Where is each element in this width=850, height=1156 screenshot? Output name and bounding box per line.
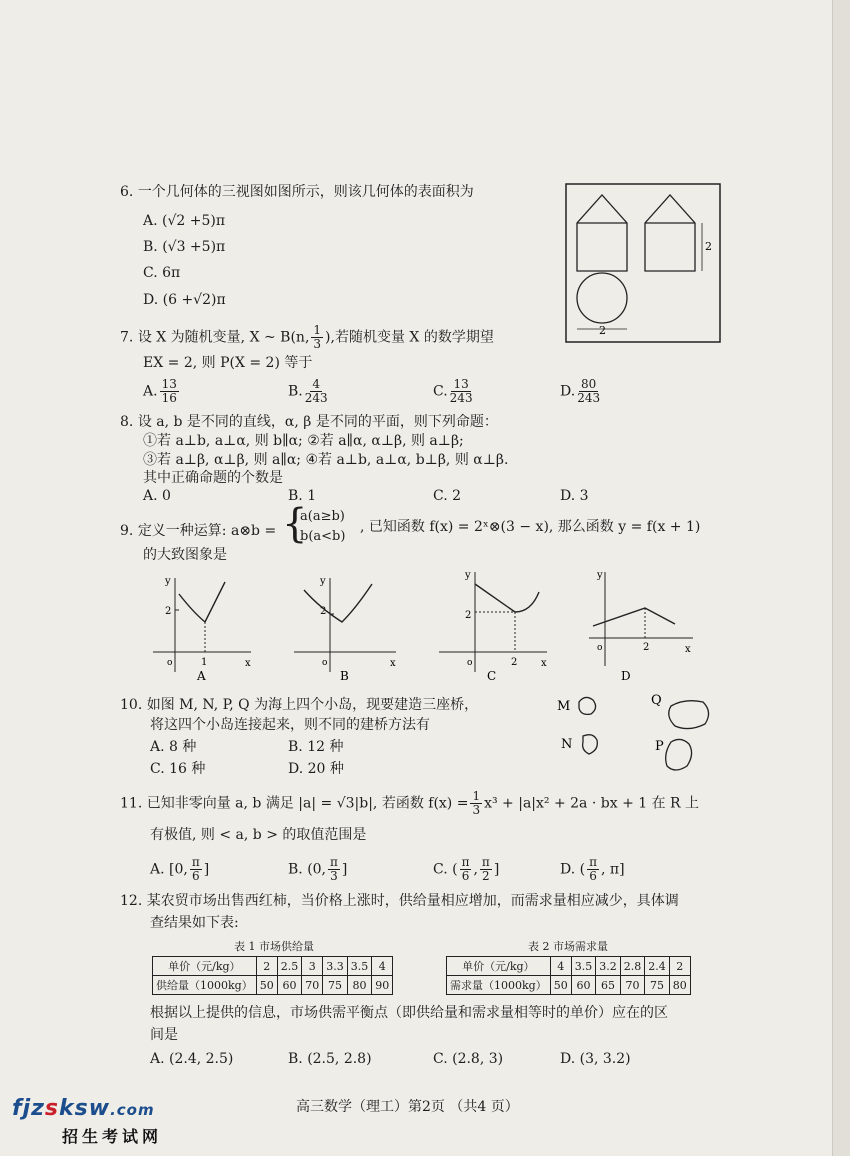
table1-caption: 表 1 市场供给量: [234, 940, 314, 953]
q11-option-c: C. ( $\frac{\pi}{6}$ , $\frac{\pi}{2}$ ]: [433, 855, 500, 883]
q12-option-d: D. (3, 3.2): [560, 1051, 631, 1067]
svg-text:y: y: [465, 570, 471, 581]
table2-caption: 表 2 市场需求量: [528, 940, 608, 953]
table-row: 单价（元/kg） 2 2.5 3 3.3 3.5 4: [153, 957, 393, 976]
svg-text:2: 2: [643, 642, 650, 653]
q8-option-b: B. 1: [288, 488, 317, 504]
q12-option-a: A. (2.4, 2.5): [150, 1051, 234, 1067]
q6-option-b: B. (√3 +5)π: [143, 239, 226, 255]
q7-option-a: A. $\frac{13}{16}$: [143, 377, 177, 405]
q9-graph-b: [290, 572, 405, 682]
q8-stem: 8. 设 a, b 是不同的直线，α, β 是不同的平面，则下列命题：: [120, 414, 498, 430]
q7-stem: 7. 设 X 为随机变量, X ~ B(n, $\frac{1}{3}$ ),若随机变量 X 的数学期望: [120, 323, 494, 351]
q6-three-view-figure: [565, 183, 725, 345]
svg-text:o: o: [167, 658, 173, 668]
q9-graph-label-b: B: [340, 669, 349, 682]
q7-option-d: D. $\frac{80}{243}$: [560, 377, 601, 405]
svg-text:y: y: [597, 570, 603, 581]
svg-text:x: x: [390, 658, 396, 669]
svg-text:2: 2: [165, 606, 172, 617]
q6-option-d: D. (6 +√2)π: [143, 292, 226, 308]
q8-option-a: A. 0: [143, 488, 171, 504]
q11-line2: 有极值, 则 < a, b > 的取值范围是: [150, 827, 367, 843]
svg-text:1: 1: [201, 657, 208, 668]
q10-line2: 将这四个小岛连接起来，则不同的建桥方法有: [150, 717, 430, 733]
q9-graph-d: [585, 566, 700, 682]
q8-line1: ①若 a⊥b, a⊥α, 则 b∥α; ②若 a∥α, α⊥β, 则 a⊥β;: [143, 433, 464, 449]
q9-graph-label-d: D: [621, 669, 631, 682]
island-p-label: P: [655, 739, 664, 754]
q7-line2: EX = 2, 则 P(X = 2) 等于: [143, 355, 313, 371]
site-logo-subtitle: 招生考试网: [62, 1127, 163, 1146]
table-row: 单价（元/kg） 4 3.5 3.2 2.8 2.4 2: [447, 957, 691, 976]
svg-text:2: 2: [320, 606, 327, 617]
svg-text:2: 2: [511, 657, 518, 668]
q12-stem: 12. 某农贸市场出售西红柿，当价格上涨时，供给量相应增加，而需求量相应减少，具体调: [120, 893, 679, 909]
q9-graph-c: [435, 566, 555, 682]
demand-table: [446, 956, 691, 995]
table-row: 需求量（1000kg） 50 60 65 70 75 80: [447, 976, 691, 995]
q10-islands-figure: [555, 688, 715, 780]
q12-line3: 根据以上提供的信息，市场供需平衡点（即供给量和需求量相等时的单价）应在的区: [150, 1005, 668, 1021]
q9-stem: 9. 定义一种运算: a⊗b =: [120, 523, 277, 539]
q7-option-b: B. $\frac{4}{243}$: [288, 377, 328, 405]
q9-case2: b(a<b): [300, 529, 346, 544]
q6-stem: 6. 一个几何体的三视图如图所示，则该几何体的表面积为: [120, 184, 474, 200]
svg-text:x: x: [541, 658, 547, 669]
q12-option-b: B. (2.5, 2.8): [288, 1051, 372, 1067]
svg-text:y: y: [165, 576, 171, 587]
page-edge: [832, 0, 850, 1156]
q6-option-a: A. (√2 +5)π: [143, 213, 226, 229]
q9-case1: a(a≥b): [300, 509, 345, 524]
q9-brace: {: [282, 501, 308, 547]
q10-option-d: D. 20 种: [288, 761, 344, 777]
q9-graph-a: [145, 572, 260, 682]
q12-line4: 间是: [150, 1027, 178, 1043]
supply-table: [152, 956, 393, 995]
q10-option-b: B. 12 种: [288, 739, 344, 755]
q10-option-a: A. 8 种: [150, 739, 197, 755]
q10-stem: 10. 如图 M, N, P, Q 为海上四个小岛，现要建造三座桥，: [120, 697, 479, 713]
q12-option-c: C. (2.8, 3): [433, 1051, 504, 1067]
q8-option-c: C. 2: [433, 488, 462, 504]
q10-option-c: C. 16 种: [150, 761, 206, 777]
svg-text:x: x: [685, 644, 691, 655]
q7-option-c: C. $\frac{13}{243}$: [433, 377, 473, 405]
q9-stem-b: , 已知函数 f(x) = 2ˣ⊗(3 − x), 那么函数 y = f(x + 1): [360, 519, 701, 535]
q9-graph-label-a: A: [197, 669, 206, 682]
svg-text:x: x: [245, 658, 251, 669]
q11-option-b: B. (0, $\frac{\pi}{3}$ ]: [288, 855, 348, 883]
q8-line3: 其中正确命题的个数是: [143, 470, 283, 486]
island-n-label: N: [561, 737, 573, 752]
q6-fig-width-label: 2: [599, 324, 606, 337]
site-logo[interactable]: fjzsksw.com: [12, 1096, 155, 1121]
q11-option-d: D. ( $\frac{\pi}{6}$ , π]: [560, 855, 625, 883]
q6-option-c: C. 6π: [143, 265, 181, 281]
svg-text:y: y: [320, 576, 326, 587]
island-q-label: Q: [651, 693, 662, 708]
q12-line2: 查结果如下表:: [150, 915, 239, 931]
svg-text:o: o: [322, 658, 328, 668]
svg-text:o: o: [467, 658, 473, 668]
table-row: 供给量（1000kg） 50 60 70 75 80 90: [153, 976, 393, 995]
svg-text:2: 2: [465, 610, 472, 621]
q11-option-a: A. [0, $\frac{\pi}{6}$ ]: [150, 855, 210, 883]
q9-line2: 的大致图象是: [143, 547, 227, 563]
q9-graph-label-c: C: [487, 669, 497, 682]
island-m-label: M: [557, 699, 571, 714]
q8-option-d: D. 3: [560, 488, 589, 504]
q8-line2: ③若 a⊥β, α⊥β, 则 a∥α; ④若 a⊥b, a⊥α, b⊥β, 则 α⊥β.: [143, 452, 509, 468]
q6-fig-height-label: 2: [705, 240, 712, 253]
svg-text:o: o: [597, 643, 603, 653]
page-footer: 高三数学（理工）第2页 （共4 页）: [296, 1099, 519, 1115]
q11-stem: 11. 已知非零向量 a, b 满足 |a| = √3|b|, 若函数 f(x) = $\frac{1}{3}$ x³ + |a|x² + 2a · bx + 1 在 R 上: [120, 789, 700, 817]
